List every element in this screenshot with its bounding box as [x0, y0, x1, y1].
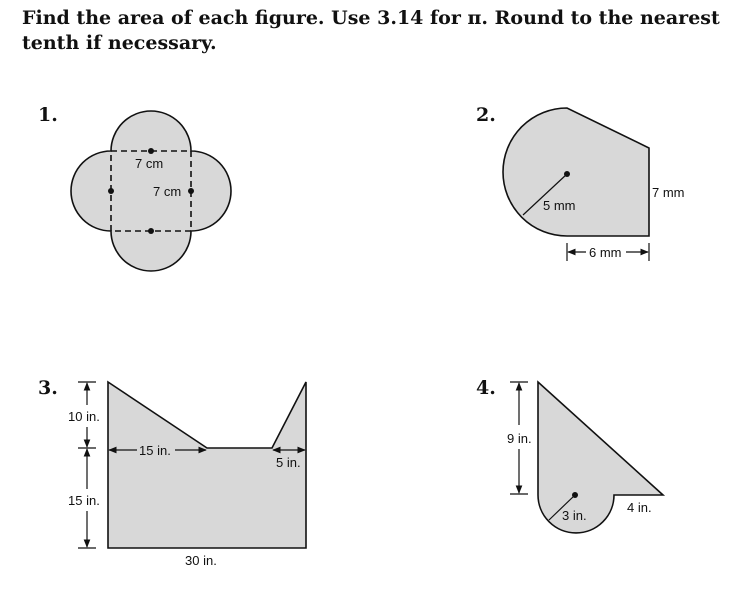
figure-1-side-label: 7 cm — [153, 184, 182, 199]
figure-3-width-label: 30 in. — [185, 553, 217, 568]
figure-3-rect-height-label: 15 in. — [68, 493, 100, 508]
figure-1-center-dot — [148, 148, 154, 154]
figure-1 — [71, 111, 231, 271]
figure-1-center-dot — [108, 188, 114, 194]
figure-2 — [503, 108, 685, 261]
figure-1-center-dot — [148, 228, 154, 234]
problem-number-4: 4. — [476, 377, 496, 399]
figure-2-shape — [503, 108, 649, 236]
problem-number-2: 2. — [476, 104, 496, 126]
figure-3-small-base-label: 5 in. — [276, 455, 301, 470]
figure-4 — [507, 382, 663, 533]
figure-2-base-label: 6 mm — [589, 245, 622, 260]
figure-3-triangle-height-label: 10 in. — [68, 409, 100, 424]
figure-2-radius-label: 5 mm — [543, 198, 576, 213]
figure-2-height-label: 7 mm — [652, 185, 685, 200]
problem-number-3: 3. — [38, 377, 58, 399]
figure-1-center-dot — [188, 188, 194, 194]
problem-number-1: 1. — [38, 104, 58, 126]
figure-4-extension-label: 4 in. — [627, 500, 652, 515]
instructions: Find the area of each figure. Use 3.14 for π. Round to the nearest tenth if necessary. — [22, 7, 720, 54]
figure-1-shape — [71, 111, 231, 271]
figure-2-center-dot — [564, 171, 570, 177]
figure-3 — [68, 382, 306, 568]
figure-4-center-dot — [572, 492, 578, 498]
figure-4-radius-label: 3 in. — [562, 508, 587, 523]
figure-1-top-label: 7 cm — [135, 156, 164, 171]
figure-4-height-label: 9 in. — [507, 431, 532, 446]
figure-3-triangle-base-label: 15 in. — [139, 443, 171, 458]
